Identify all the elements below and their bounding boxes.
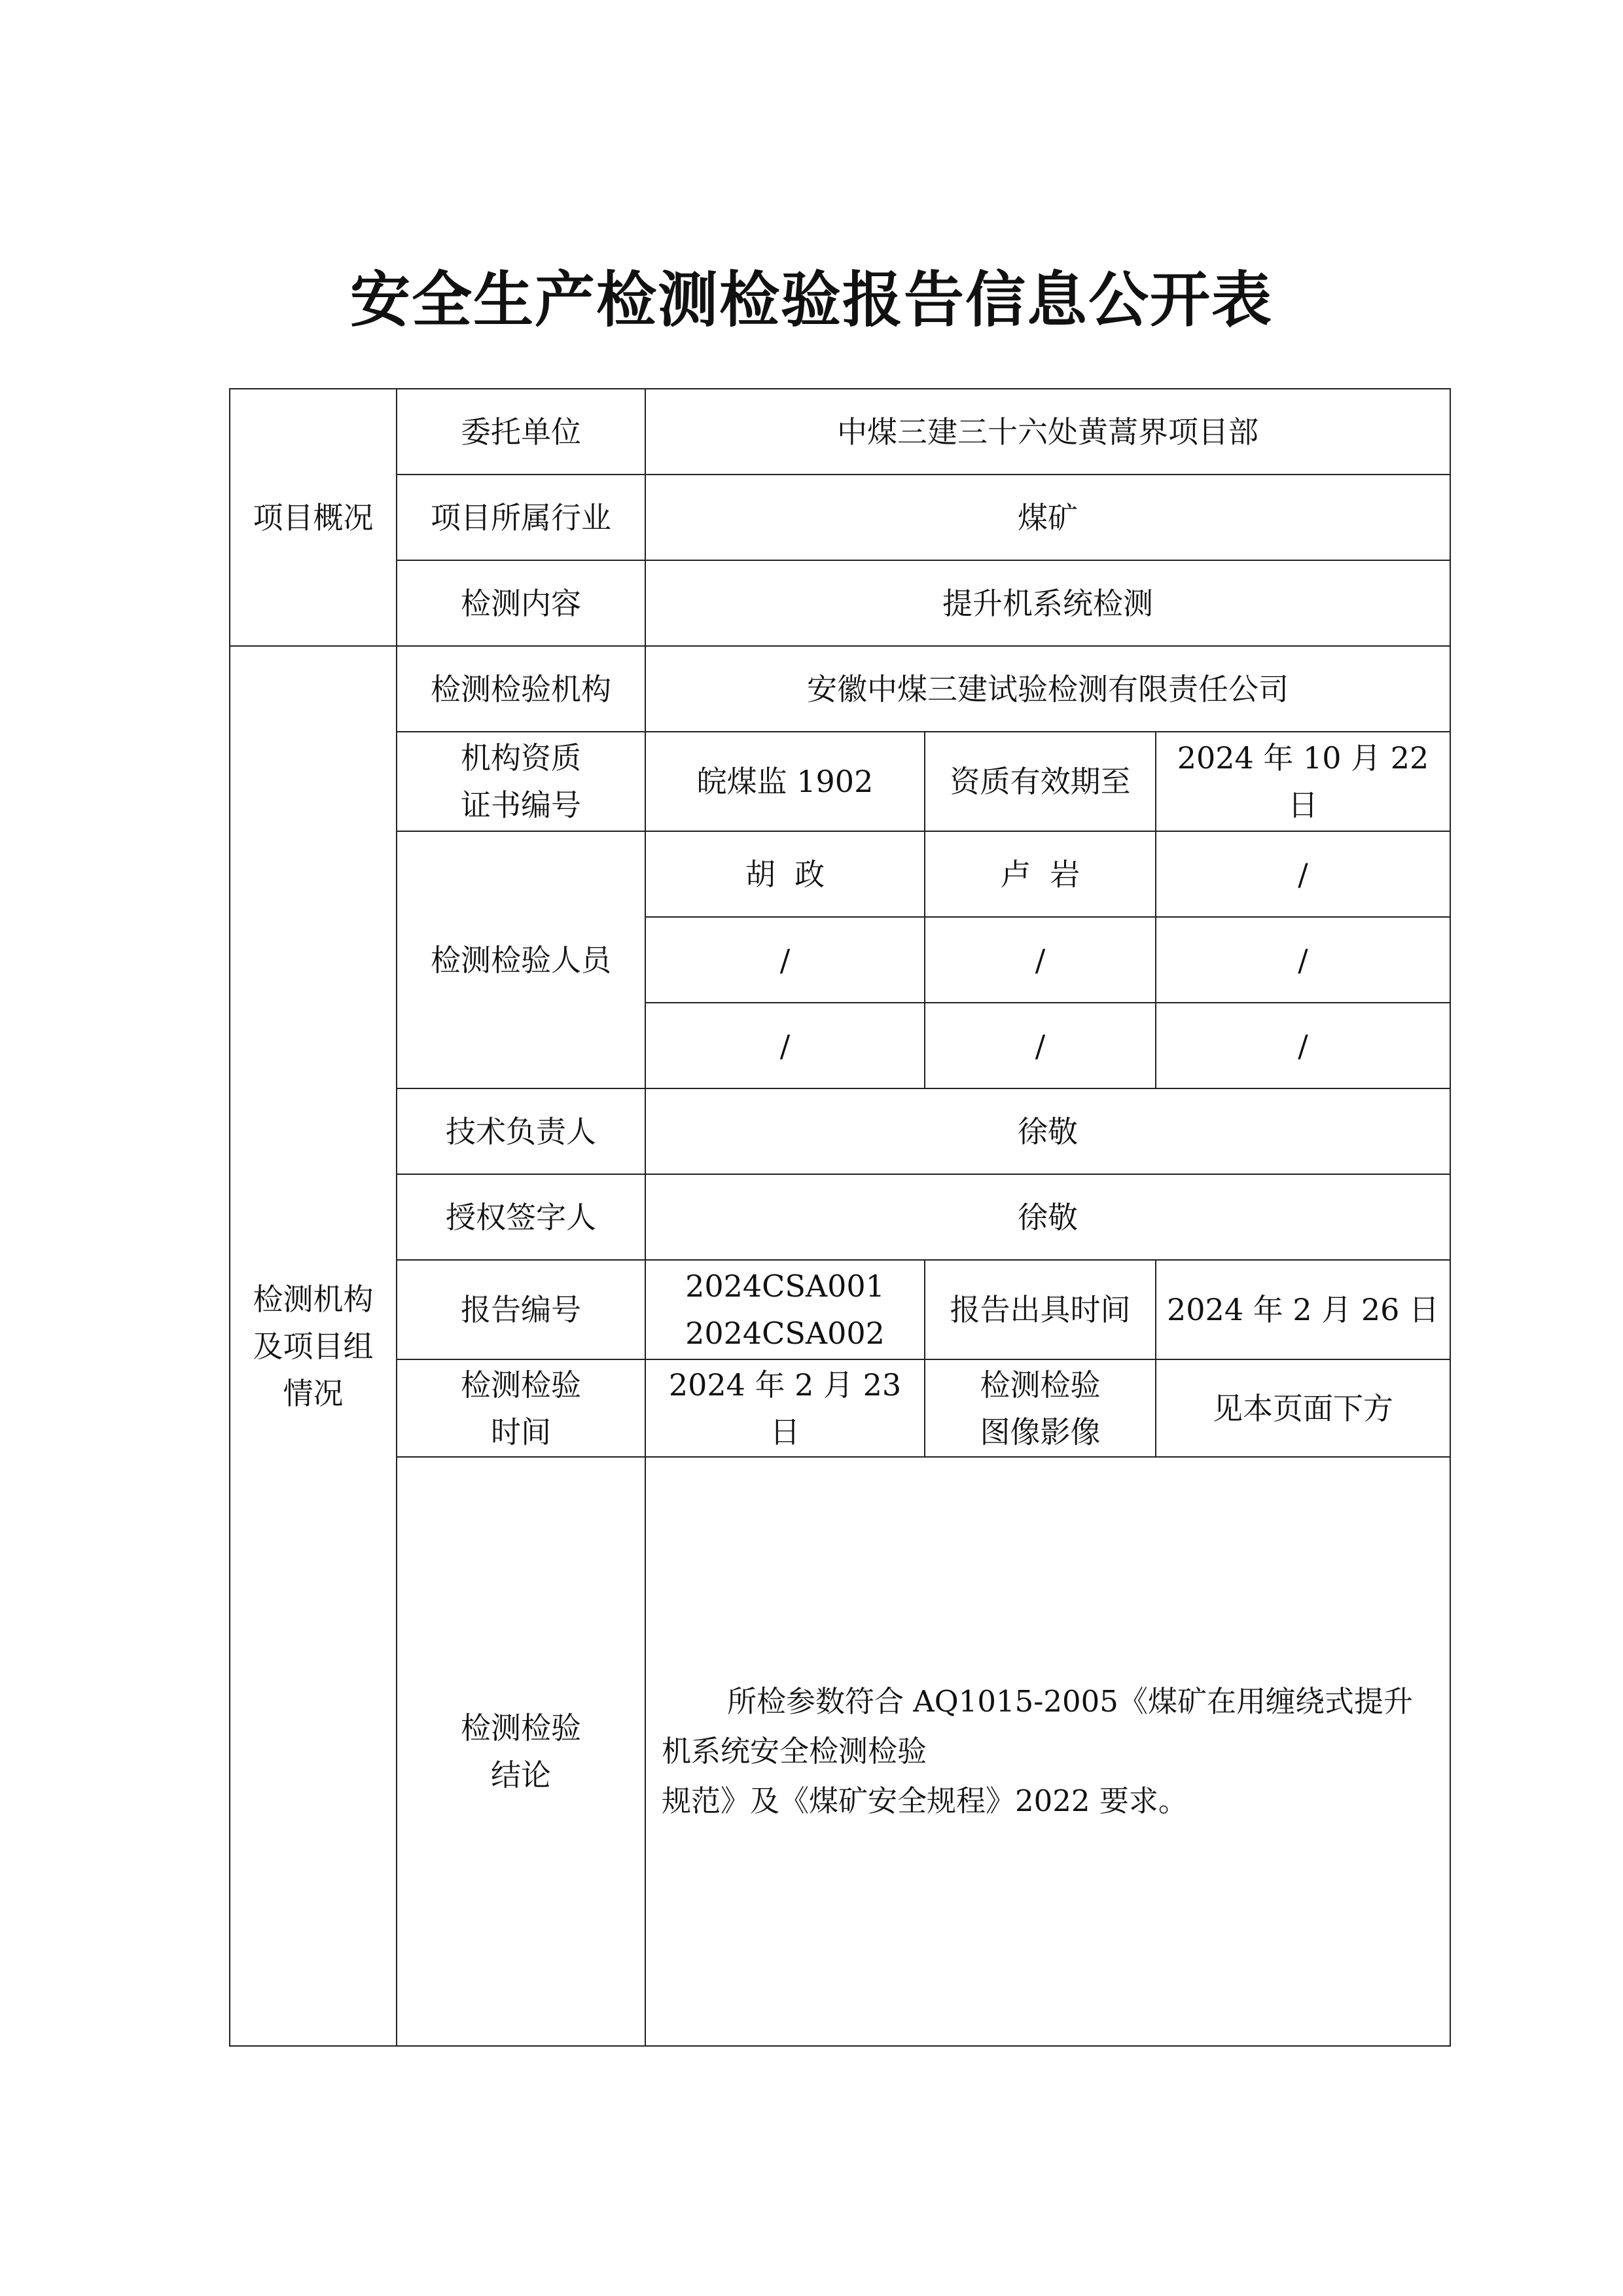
staff-cell: /: [925, 1003, 1156, 1088]
org-value: 安徽中煤三建试验检测有限责任公司: [645, 646, 1450, 732]
content-value: 提升机系统检测: [645, 560, 1450, 646]
content-label: 检测内容: [397, 560, 645, 646]
table-row: [230, 1359, 1450, 1457]
info-table: [229, 388, 1451, 2047]
signer-value: 徐敬: [645, 1174, 1450, 1260]
table-row: [230, 560, 1450, 646]
table-row: [230, 389, 1450, 475]
section-conclusion-label: [397, 1457, 645, 2046]
staff-label: 检测检验人员: [397, 831, 645, 1088]
conclusion-line-2: 规范》及《煤矿安全规程》2022 要求。: [662, 1784, 1188, 1818]
cert-label-line: 机构资质: [461, 740, 581, 776]
section-agency-line: 情况: [283, 1375, 344, 1411]
image-label-line: 检测检验: [980, 1367, 1101, 1403]
section-conclusion-line: 结论: [491, 1757, 551, 1793]
issue-date-value: 2024 年 2 月 26 日: [1156, 1260, 1450, 1359]
cert-value: 皖煤监 1902: [645, 732, 925, 831]
client-value: 中煤三建三十六处黄蒿界项目部: [645, 389, 1450, 475]
section-conclusion-line: 检测检验: [461, 1710, 581, 1746]
staff-cell: /: [1156, 1003, 1450, 1088]
tech-lead-label: 技术负责人: [397, 1088, 645, 1174]
test-time-value: 2024 年 2 月 23 日: [645, 1359, 925, 1457]
section-agency-label: [230, 646, 397, 2046]
validity-label: 资质有效期至: [925, 732, 1156, 831]
table-row: [230, 1260, 1450, 1359]
page-title: 安全生产检测检验报告信息公开表: [349, 265, 1273, 335]
table-row: [230, 1174, 1450, 1260]
table-row: [230, 1088, 1450, 1174]
table-row: [230, 475, 1450, 560]
staff-cell: /: [1156, 917, 1450, 1003]
table-row: [230, 732, 1450, 831]
staff-cell: 卢 岩: [925, 831, 1156, 917]
report-no-value: [645, 1260, 925, 1359]
client-label: 委托单位: [397, 389, 645, 475]
issue-date-label: 报告出具时间: [925, 1260, 1156, 1359]
table-row: [230, 1457, 1450, 2046]
report-no-line: 2024CSA001: [685, 1268, 885, 1304]
org-label: 检测检验机构: [397, 646, 645, 732]
test-time-label-line: 时间: [491, 1414, 551, 1450]
image-value: 见本页面下方: [1156, 1359, 1450, 1457]
section-agency-line: 检测机构: [253, 1281, 374, 1317]
tech-lead-value: 徐敬: [645, 1088, 1450, 1174]
staff-cell: /: [645, 917, 925, 1003]
signer-label: 授权签字人: [397, 1174, 645, 1260]
staff-cell: 胡 政: [645, 831, 925, 917]
validity-value: 2024 年 10 月 22 日: [1156, 732, 1450, 831]
cert-label: [397, 732, 645, 831]
conclusion-text: [645, 1457, 1450, 2046]
staff-cell: /: [925, 917, 1156, 1003]
section-overview-label: 项目概况: [230, 389, 397, 646]
conclusion-line-1: 所检参数符合 AQ1015-2005《煤矿在用缠绕式提升机系统安全检测检验: [662, 1684, 1413, 1768]
industry-value: 煤矿: [645, 475, 1450, 560]
staff-cell: /: [1156, 831, 1450, 917]
section-agency-line: 及项目组: [253, 1328, 374, 1364]
cert-label-line: 证书编号: [461, 787, 581, 823]
industry-label: 项目所属行业: [397, 475, 645, 560]
table-row: [230, 646, 1450, 732]
image-label-line: 图像影像: [980, 1414, 1101, 1450]
table-row: [230, 831, 1450, 917]
report-no-label: 报告编号: [397, 1260, 645, 1359]
staff-cell: /: [645, 1003, 925, 1088]
test-time-label-line: 检测检验: [461, 1367, 581, 1403]
report-no-line: 2024CSA002: [685, 1316, 885, 1351]
image-label: [925, 1359, 1156, 1457]
test-time-label: [397, 1359, 645, 1457]
